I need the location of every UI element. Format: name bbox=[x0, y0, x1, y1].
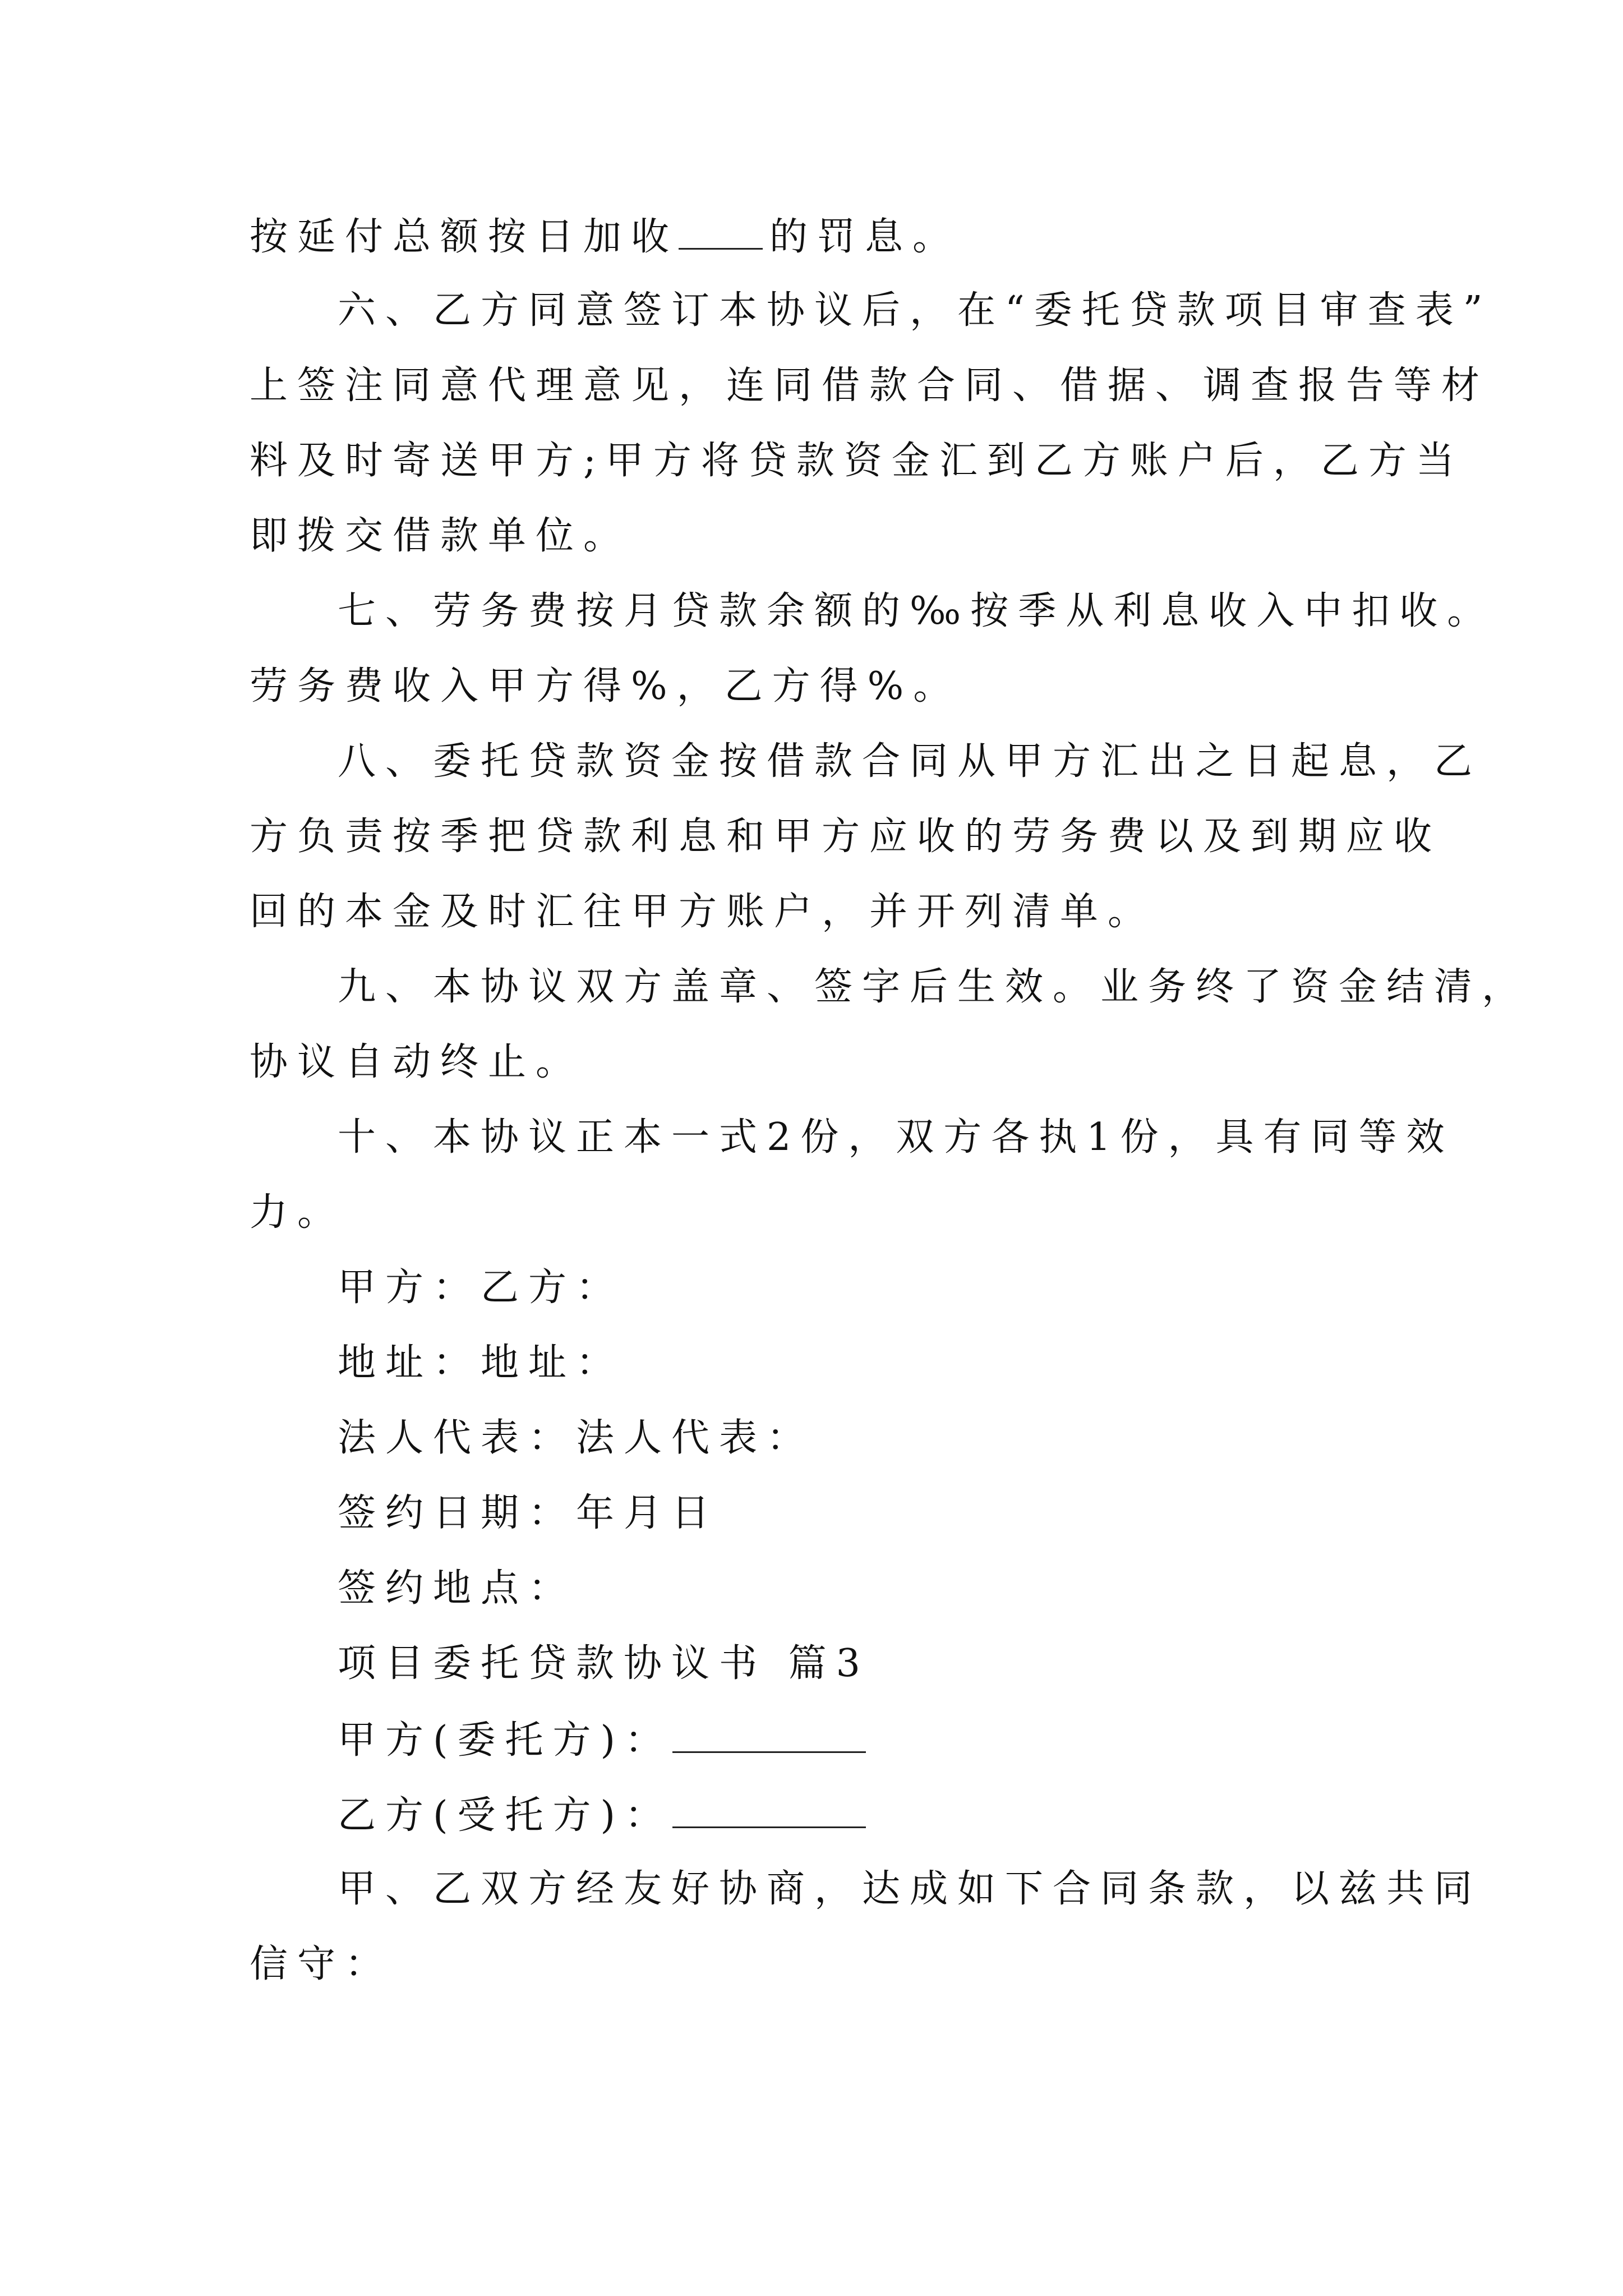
blank-field-penalty-rate bbox=[679, 217, 763, 250]
clause-ten-line-1: 十、本协议正本一式2份，双方各执1份，具有同等效 bbox=[338, 1115, 1454, 1159]
signature-date: 签约日期：年月日 bbox=[338, 1491, 720, 1535]
party-a-label: 甲方(委托方)： bbox=[338, 1718, 673, 1763]
signature-place: 签约地点： bbox=[338, 1566, 577, 1611]
clause-seven-line-1: 七、劳务费按月贷款余额的‰按季从利息收入中扣收。 bbox=[338, 589, 1495, 633]
section-heading: 项目委托贷款协议书 篇3 bbox=[338, 1641, 870, 1686]
signature-address: 地址：地址： bbox=[338, 1341, 624, 1385]
clause-eight-line-1: 八、委托贷款资金按借款合同从甲方汇出之日起息，乙 bbox=[338, 739, 1482, 784]
preamble-line-1: 甲、乙双方经友好协商，达成如下合同条款，以兹共同 bbox=[338, 1867, 1482, 1911]
clause-nine-line-1: 九、本协议双方盖章、签字后生效。业务终了资金结清， bbox=[338, 965, 1530, 1009]
signature-legal-representative: 法人代表：法人代表： bbox=[338, 1416, 815, 1460]
clause-eight-line-3: 回的本金及时汇往甲方账户，并开列清单。 bbox=[250, 890, 1156, 934]
preamble-line-2: 信守： bbox=[250, 1942, 393, 1986]
text-segment: 的罚息。 bbox=[769, 215, 961, 259]
party-a-line bbox=[338, 1718, 873, 1763]
clause-seven-line-2: 劳务费收入甲方得%，乙方得%。 bbox=[250, 664, 961, 708]
blank-field-party-b bbox=[672, 1795, 866, 1828]
party-b-label: 乙方(受托方)： bbox=[338, 1793, 673, 1838]
clause-ten-line-2: 力。 bbox=[250, 1190, 345, 1235]
clause-nine-line-2: 协议自动终止。 bbox=[250, 1040, 584, 1084]
text-line-late-payment-penalty bbox=[250, 215, 961, 259]
party-b-line bbox=[338, 1793, 873, 1838]
clause-six-line-2: 上签注同意代理意见，连同借款合同、借据、调查报告等材 bbox=[250, 364, 1490, 408]
signature-parties: 甲方：乙方： bbox=[338, 1266, 624, 1310]
text-segment: 按延付总额按日加收 bbox=[250, 215, 679, 259]
blank-field-party-a bbox=[672, 1720, 866, 1753]
clause-eight-line-2: 方负责按季把贷款利息和甲方应收的劳务费以及到期应收 bbox=[250, 815, 1442, 859]
clause-six-line-3: 料及时寄送甲方;甲方将贷款资金汇到乙方账户后，乙方当 bbox=[250, 439, 1464, 483]
clause-six-line-4: 即拨交借款单位。 bbox=[250, 514, 631, 558]
clause-six-line-1: 六、乙方同意签订本协议后，在“委托贷款项目审查表” bbox=[338, 288, 1492, 333]
